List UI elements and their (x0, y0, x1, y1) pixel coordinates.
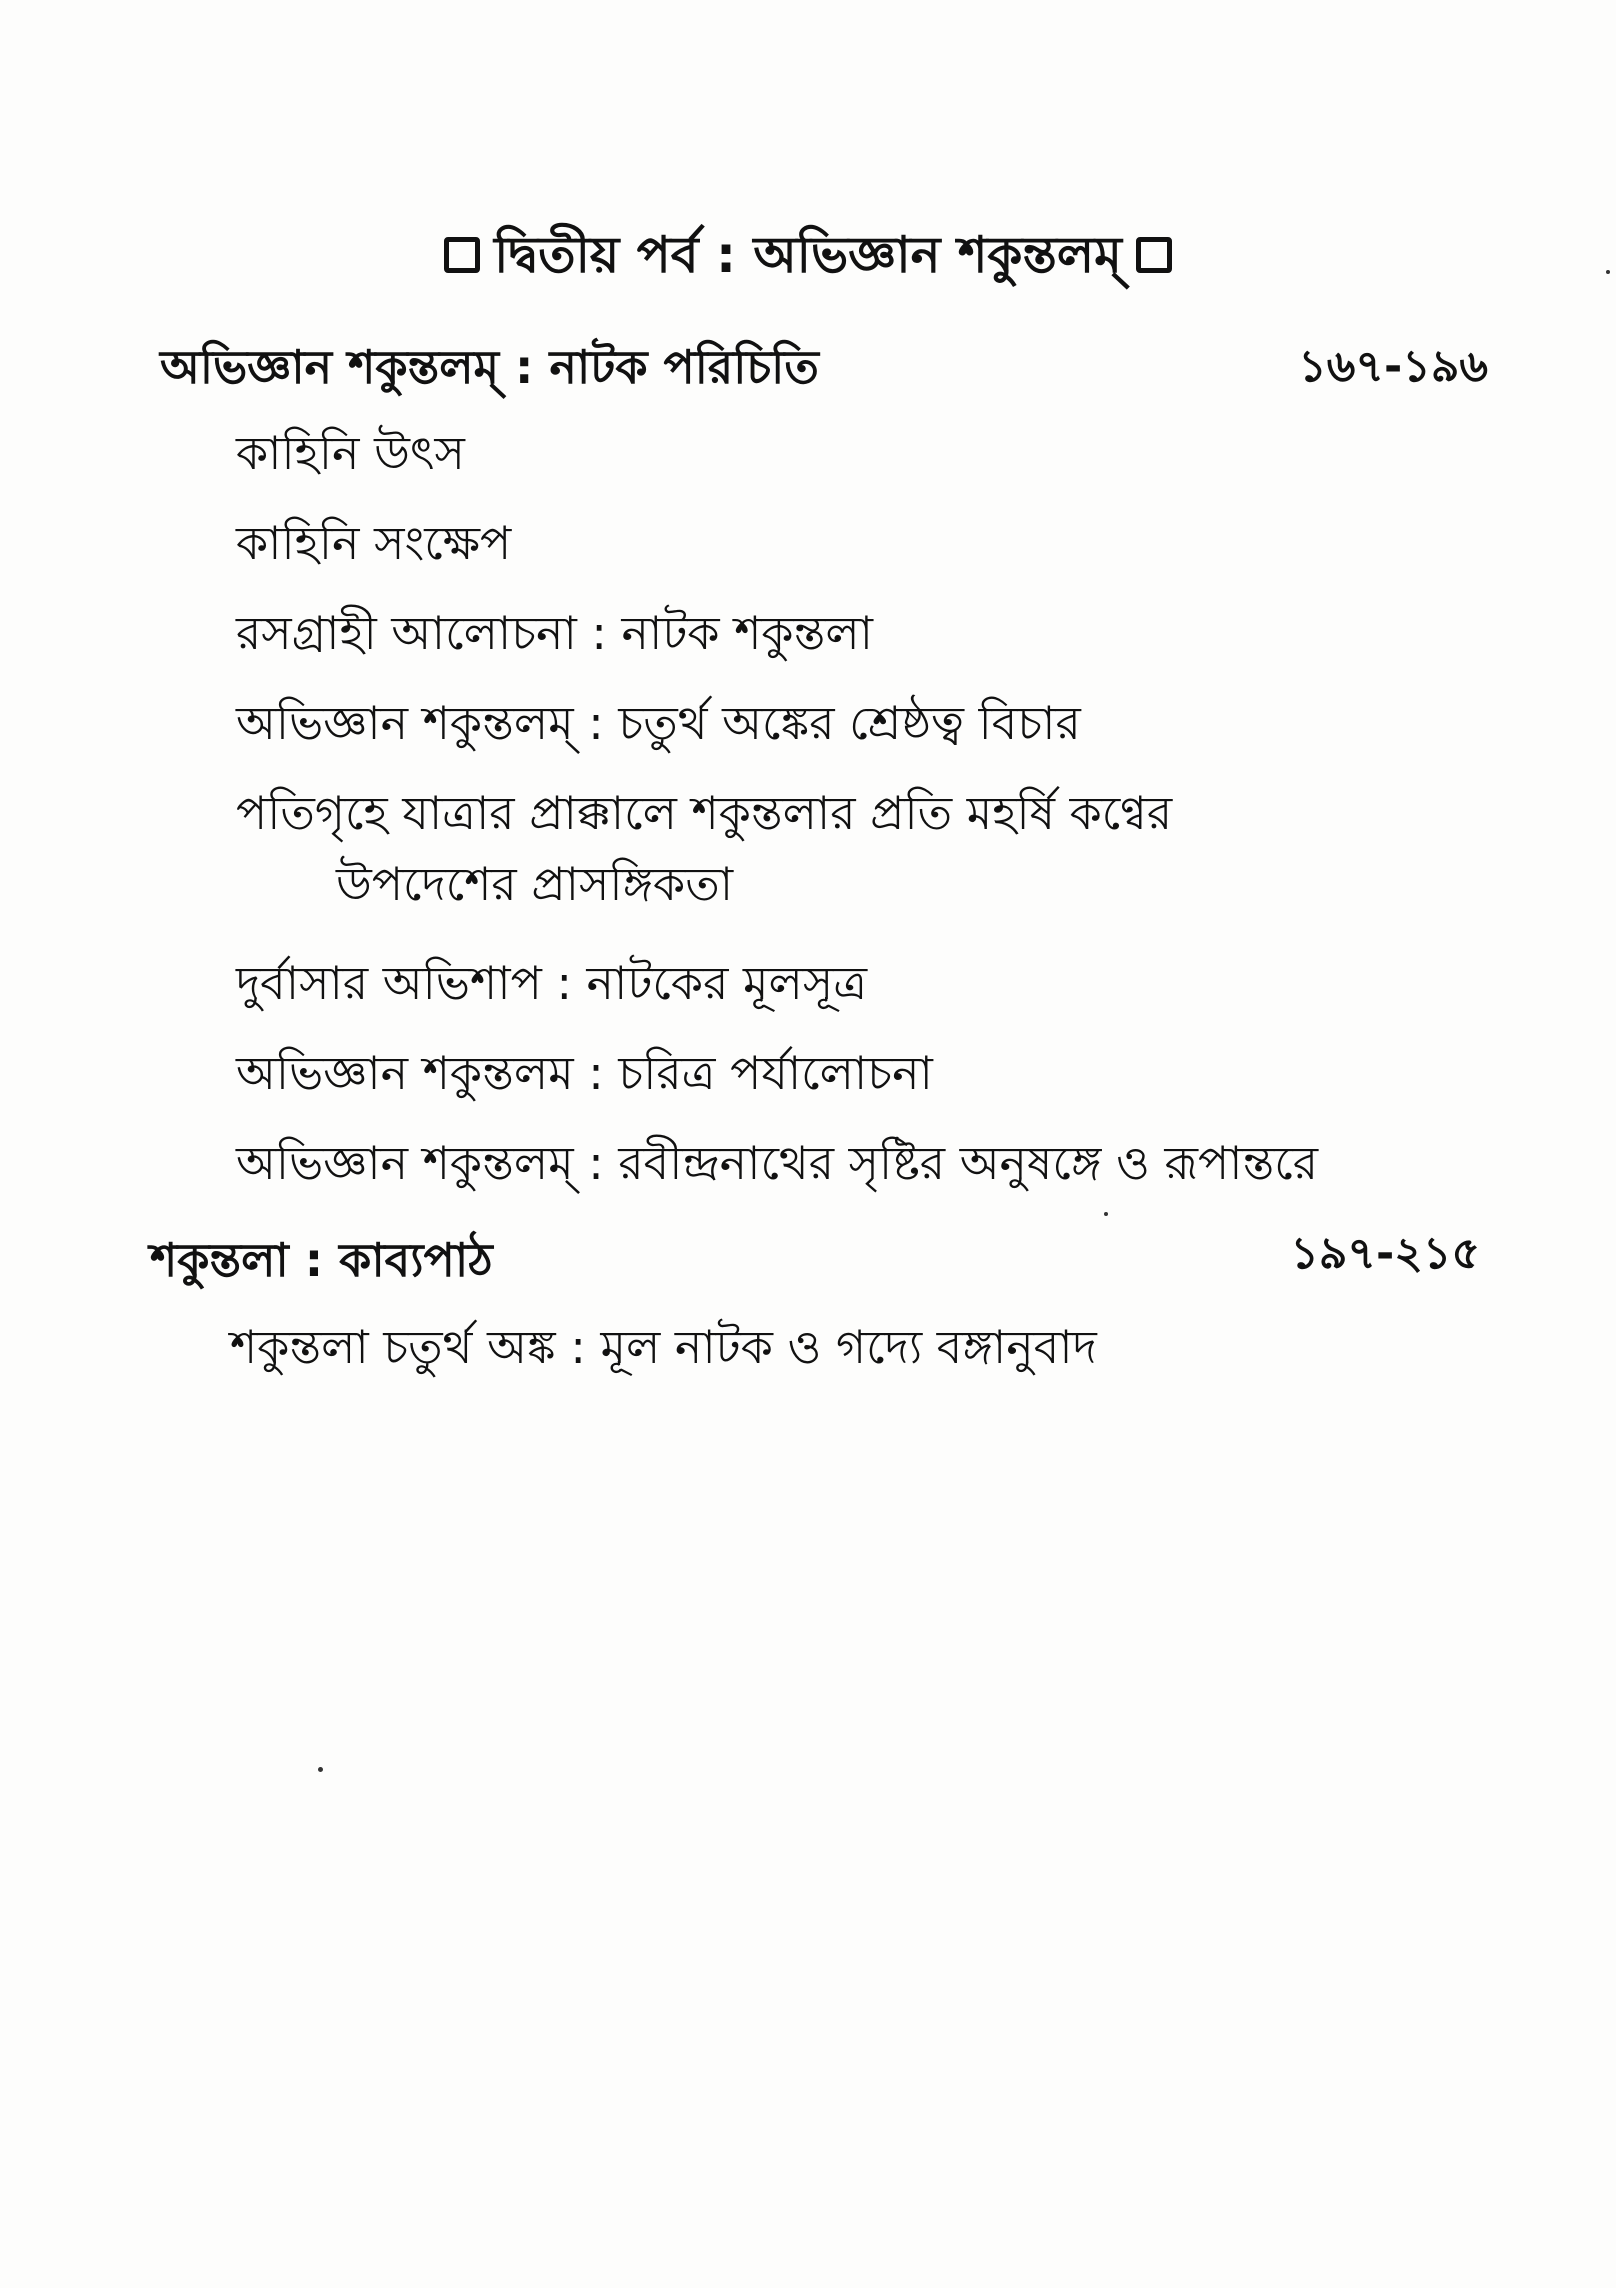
section-title: অভিজ্ঞান শকুন্তলম্ : নাটক পরিচিতি (160, 340, 819, 394)
square-bullet-icon (444, 237, 480, 273)
print-speck (1104, 1212, 1108, 1216)
toc-entry: দুর্বাসার অভিশাপ : নাটকের মূলসূত্র (236, 956, 868, 1010)
section-title: শকুন্তলা : কাব্যপাঠ (150, 1233, 493, 1287)
part-heading (0, 218, 1616, 301)
toc-entry: কাহিনি উৎস (236, 426, 465, 480)
toc-entry-multiline (236, 778, 1172, 921)
toc-entry: অভিজ্ঞান শকুন্তলম্ : চতুর্থ অঙ্কের শ্রেষ্ঠত্ব বিচার (236, 696, 1081, 750)
toc-entry: অভিজ্ঞান শকুন্তলম্ : রবীন্দ্রনাথের সৃষ্টির অনুষঙ্গে ও রূপান্তরে (236, 1136, 1318, 1190)
part-heading-text: দ্বিতীয় পর্ব : অভিজ্ঞান শকুন্তলম্ (494, 226, 1122, 284)
toc-entry: রসগ্রাহী আলোচনা : নাটক শকুন্তলা (236, 606, 873, 660)
page-range: ১৬৭-১৯৬ (1298, 341, 1488, 392)
page-range: ১৯৭-২১৫ (1290, 1228, 1480, 1279)
print-speck (318, 1767, 323, 1772)
toc-entry: অভিজ্ঞান শকুন্তলম : চরিত্র পর্যালোচনা (236, 1046, 933, 1100)
toc-entry-line-continued: উপদেশের প্রাসঙ্গিকতা (336, 857, 734, 912)
toc-entry-line: পতিগৃহে যাত্রার প্রাক্কালে শকুন্তলার প্রতি মহর্ষি কণ্বের (236, 786, 1173, 840)
print-speck (1606, 270, 1610, 274)
toc-entry: শকুন্তলা চতুর্থ অঙ্ক : মূল নাটক ও গদ্যে বঙ্গানুবাদ (230, 1320, 1097, 1374)
toc-entry: কাহিনি সংক্ষেপ (236, 516, 512, 570)
square-bullet-icon (1136, 237, 1172, 273)
